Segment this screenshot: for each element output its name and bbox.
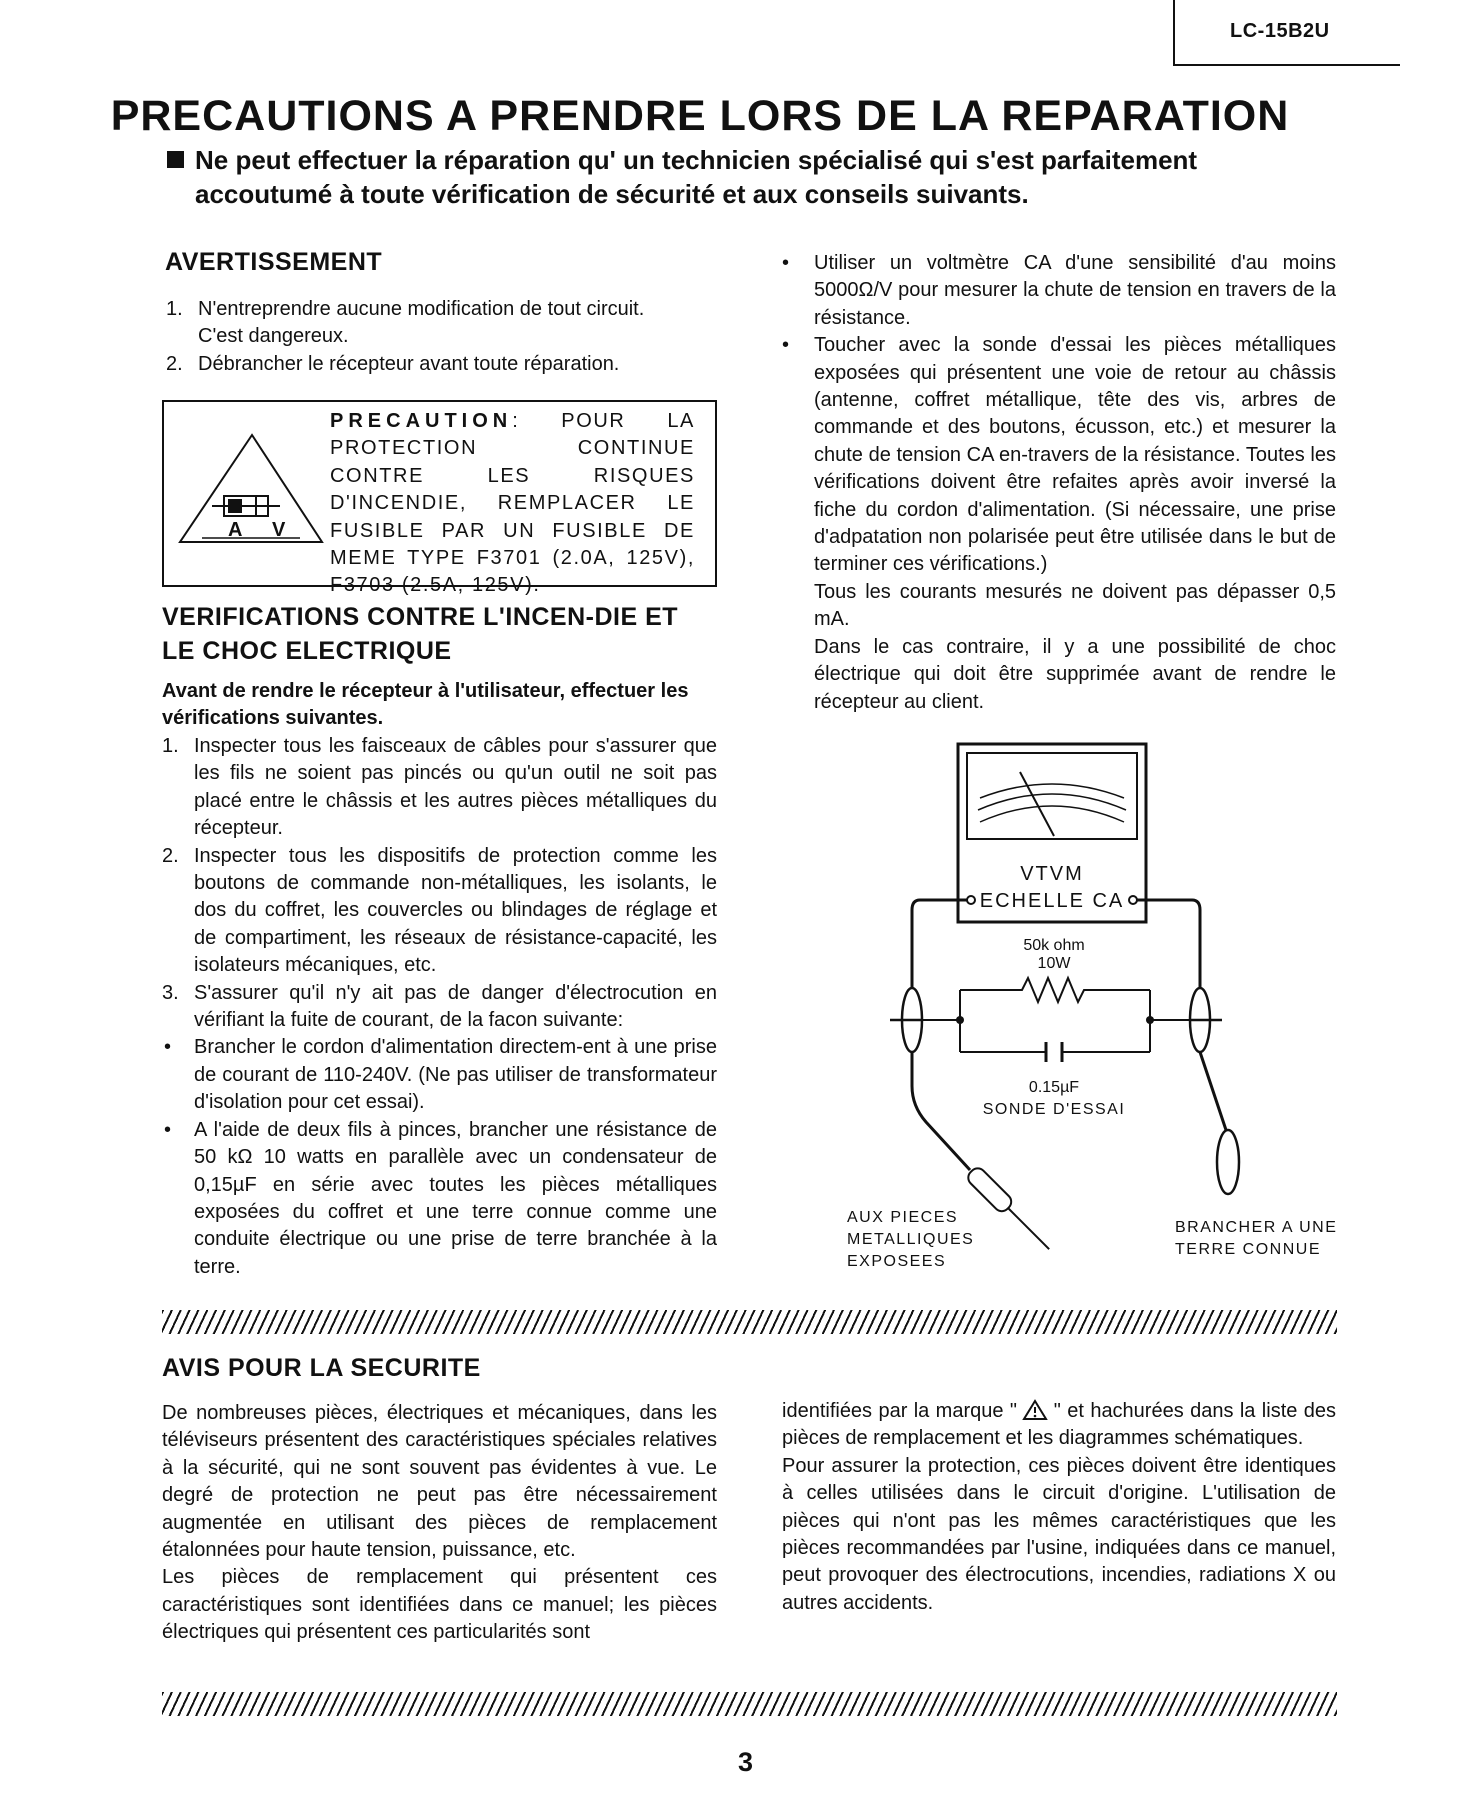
list-item: 1. N'entreprendre aucune modification de tout circuit. C'est dangereux. [166, 298, 645, 348]
shock-warning-paragraph: Dans le cas contraire, il y a une possibilité de choc électrique qui doit être supprimée avant de rendre le récepteur au client. [814, 635, 1336, 713]
hatch-divider [162, 1310, 1337, 1334]
precaution-label: PRECAUTION [330, 410, 513, 432]
list-item: 1. Inspecter tous les faisceaux de câbles pour s'assurer que les fils ne soient pas pincés ou qu'un outil ne soit pas placé entre le châssis et les autres pièces métalliques du récepteur. [162, 735, 717, 840]
avis-right-column [782, 1398, 1336, 1617]
capacitor-value: 0.15µF [1028, 1079, 1080, 1096]
square-bullet-icon [167, 151, 184, 168]
list-item: • Brancher le cordon d'alimentation directem-ent à une prise de courant de 110-240V. (Ne pas utiliser de transformateur d'isolation pour cet essai). [164, 1036, 717, 1114]
meter-label-scale: ECHELLE CA [979, 890, 1125, 912]
meter-window [967, 753, 1137, 839]
precaution-text: PRECAUTION: POUR LA PROTECTION CONTINUE CONTRE LES RISQUES D'INCENDIE, REMPLACER LE FUSIBLE PAR UN FUSIBLE DE MEME TYPE F3701 (2.0A, 125V), F3703 (2.5A, 125V). [330, 410, 695, 597]
avis-left-column [162, 1400, 717, 1647]
avis-paragraph-3: identifiées par la marque " " et hachurées dans la liste des pièces de remplacement et les diagrammes schématiques. [782, 1400, 1336, 1450]
list-item: • Utiliser un voltmètre CA d'une sensibilité d'au moins 5000Ω/V pour mesurer la chute de tension en travers de la résistance. [782, 252, 1336, 329]
resistor-value: 50k ohm [1023, 937, 1085, 954]
symbol-a: A [228, 519, 243, 541]
verifications-list [162, 733, 717, 1281]
list-item: 2. Débrancher le récepteur avant toute réparation. [166, 352, 620, 375]
current-limit-paragraph: Tous les courants mesurés ne doivent pas dépasser 0,5 mA. [814, 580, 1336, 631]
avis-heading: AVIS POUR LA SECURITE [162, 1354, 481, 1382]
verifications-heading: VERIFICATIONS CONTRE L'INCEN-DIE ET LE CHOC ELECTRIQUE [162, 603, 679, 665]
subtitle-line-1: Ne peut effectuer la réparation qu' un technicien spécialisé qui s'est parfaitement [195, 145, 1198, 175]
ground-clip [1217, 1130, 1239, 1194]
list-item: 2. Inspecter tous les dispositifs de protection comme les boutons de commande non-métalliques, les isolants, le dos du coffret, les couvercles ou blindages de réglage et de compartiment, les réseaux de résistance-capacité, les isolateurs mécaniques, etc. [162, 844, 717, 977]
verifications-intro: Avant de rendre le récepteur à l'utilisateur, effectuer les vérifications suivantes. [162, 680, 689, 730]
warning-triangle-icon [1023, 1400, 1047, 1420]
meter-needle [1020, 772, 1054, 836]
list-item: • Toucher avec la sonde d'essai les pièces métalliques exposées qui présentent une voie de retour au châssis (antenne, coffret métallique, tête des vis, arbres de commande et des boutons, écusson, etc.) et mesurer la chute de tension CA en-travers de la résistance. Toutes les vérifications doivent être refaites après avoir inversé la fiche du cordon d'alimentation. (Si nécessaire, une prise d'adpatation non polarisée peut être utilisée dans le but de terminer ces vérifications.) [782, 334, 1336, 576]
avis-paragraph-4: Pour assurer la protection, ces pièces doivent être identiques à celles utilisées dans le circuit d'origine. L'utilisation de pièces qui n'ont pas les mêmes caractéristiques que les pièces recommandées par l'usine, indiquées dans ce manuel, peut provoquer des électrocutions, incendies, radiations X ou autres accidents. [782, 1454, 1336, 1614]
resistor-symbol [960, 978, 1150, 1002]
symbol-v: V [272, 519, 286, 541]
fuse-warning-icon [172, 430, 322, 550]
right-column-text [782, 250, 1336, 716]
list-item: • A l'aide de deux fils à pinces, brancher une résistance de 50 kΩ 10 watts en parallèle avec un condensateur de 0,15µF en série avec toutes les pièces métalliques exposées du coffret et une terre connue comme une conduite électrique ou une prise de terre branchée à la terre. [164, 1118, 717, 1278]
meter-label-vtvm: VTVM [1020, 863, 1084, 885]
avis-paragraph-2: Les pièces de remplacement qui présentent ces caractéristiques sont identifiées dans ce manuel; les pièces électriques qui présentent ces particularités sont [162, 1566, 717, 1644]
avertissement-heading: AVERTISSEMENT [165, 248, 383, 276]
left-label-3: EXPOSEES [847, 1253, 947, 1270]
resistor-power: 10W [1037, 955, 1071, 972]
test-probe [965, 1165, 1056, 1256]
avis-paragraph-1: De nombreuses pièces, électriques et mécaniques, dans les téléviseurs présentent des caractéristiques spéciales relatives à la sécurité, qui ne sont souvent pas évidentes à vue. Le degré de protection ne peut pas être nécessairement augmentée en utilisant des pièces de remplacement étalonnées pour haute tension, puissance, etc. [162, 1402, 717, 1562]
left-label-2: METALLIQUES [847, 1231, 975, 1248]
right-label-1: BRANCHER A UNE [1175, 1219, 1338, 1236]
list-item: 3. S'assurer qu'il n'y ait pas de danger d'électrocution en vérifiant la fuite de courant, de la facon suivante: [162, 981, 717, 1032]
model-number: LC-15B2U [1230, 20, 1330, 42]
hatch-divider [162, 1692, 1337, 1716]
probe-label: SONDE D'ESSAI [982, 1101, 1126, 1118]
page-number: 3 [738, 1747, 754, 1777]
page-title: PRECAUTIONS A PRENDRE LORS DE LA REPARATION [110, 92, 1290, 140]
subtitle-line-2: accoutumé à toute vérification de sécurité et aux conseils suivants. [195, 179, 1029, 209]
left-label-1: AUX PIECES [847, 1209, 959, 1226]
leakage-test-diagram [840, 730, 1338, 1280]
right-label-2: TERRE CONNUE [1175, 1241, 1322, 1258]
avertissement-list [166, 296, 726, 378]
